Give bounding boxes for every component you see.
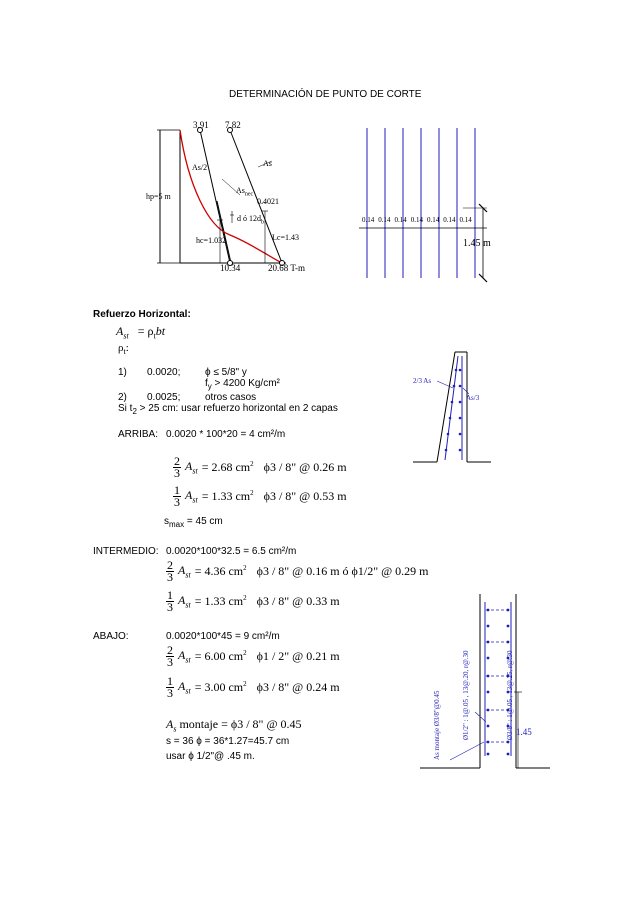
as-nec-label: $As_{nec}$ (236, 186, 254, 198)
hc-label: hc=1.032 (196, 236, 227, 245)
development-length-label: d ó $12d_b$ (237, 214, 264, 226)
fy-condition: $f_y > 4200$ Kg/cm² (205, 378, 280, 391)
ast-formula: $A_{st} = \rho_tbt$ (116, 324, 166, 341)
one-third-as-label: As/3 (466, 394, 480, 402)
moment-value-bottom-right: 20.68 T-m (268, 263, 306, 273)
smax-line: $s_{max} = 45$ cm (164, 516, 223, 529)
arriba-eq-2: $\frac{1}{3}$ $A_{st}$ = 1.33 $cm^2$ ϕ3 / 8" @ 0.53 m (174, 483, 347, 509)
montaje-formula: $A_s$ montaje = ϕ3 / 8" @ 0.45 (166, 717, 302, 734)
as-half-label: As/2 (192, 163, 208, 172)
abajo-calc: 0.0020*100*45 = 9 cm²/m (166, 631, 280, 642)
spacing-label: 0.14 (459, 216, 472, 224)
lc-label: Lc=1.43 (272, 233, 299, 242)
intermedio-eq-2: $\frac{1}{3}$ $A_{st}$ = 1.33 $cm^2$ ϕ3 / 8" @ 0.33 m (167, 588, 340, 614)
moment-value-top-right: 7.82 (225, 120, 241, 130)
s-36phi-line: s = 36 ϕ = 36*1.27=45.7 cm (166, 736, 290, 747)
hp-label: hp=5 m (146, 192, 171, 201)
bar-cutoff-diagram (355, 128, 505, 288)
two-thirds-as-label: 2/3 As (413, 377, 432, 385)
two-layers-note: Si $t_2 > 25$ cm: usar refuerzo horizontal en 2 capas (118, 403, 338, 416)
case-1-number: 1) (118, 367, 127, 378)
wall-section-diagram (395, 348, 505, 468)
height-label: 1.45 m (463, 238, 491, 249)
case-1-value: 0.0020; (147, 367, 181, 378)
intermedio-label: INTERMEDIO: (93, 546, 159, 557)
value-04021: 0.4021 (257, 197, 279, 206)
spacing-label: 0.14 (378, 216, 391, 224)
arriba-calc: 0.0020 * 100*20 = 4 cm²/m (166, 429, 286, 440)
abajo-eq-2: $\frac{1}{3}$ $A_{st}$ = 3.00 $cm^2$ ϕ3 / 8" @ 0.24 m (167, 674, 340, 700)
case-2-value: 0.0025; (147, 392, 181, 403)
moment-value-top-left: 3.91 (193, 120, 209, 130)
page-title: DETERMINACIÓN DE PUNTO DE CORTE (229, 89, 422, 100)
rho-label: $\rho_t$: (118, 342, 129, 357)
case-1-condition: ϕ ≤ 5/8" y (205, 367, 247, 378)
spacing-label: 0.14 (394, 216, 407, 224)
three-eighths-bar-label: Ø3/8" : 1@.05 , 13@.25, r@.30 (506, 650, 514, 740)
usar-line: usar ϕ 1/2"@ .45 m. (166, 751, 255, 762)
half-inch-bar-label: Ø1/2" : 1@.05 , 13@.20, r@.30 (462, 650, 470, 740)
section-title: Refuerzo Horizontal: (93, 309, 191, 320)
intermedio-eq-1: $\frac{2}{3}$ $A_{st}$ = 4.36 $cm^2$ ϕ3 / 8" @ 0.16 m ó ϕ1/2" @ 0.29 m (167, 558, 429, 584)
case-2-condition: otros casos (205, 392, 257, 403)
as-label: As (263, 159, 272, 168)
montaje-bar-label: As montaje Ø3/8"@0.45 (433, 690, 441, 760)
spacing-label: 0.14 (362, 216, 375, 224)
abajo-label: ABAJO: (93, 631, 129, 642)
spacing-label: 0.14 (443, 216, 456, 224)
spacing-label: 0.14 (427, 216, 440, 224)
case-2-number: 2) (118, 392, 127, 403)
abajo-eq-1: $\frac{2}{3}$ $A_{st}$ = 6.00 $cm^2$ ϕ1 / 2" @ 0.21 m (167, 643, 340, 669)
arriba-label: ARRIBA: (118, 429, 159, 440)
bar-spacing-row (362, 216, 472, 224)
moment-value-bottom-left: 10.34 (220, 263, 241, 273)
intermedio-calc: 0.0020*100*32.5 = 6.5 cm²/m (166, 546, 297, 557)
spacing-label: 0.14 (410, 216, 423, 224)
arriba-eq-1: $\frac{2}{3}$ $A_{st}$ = 2.68 $cm^2$ ϕ3 / 8" @ 0.26 m (174, 454, 347, 480)
base-height-label: 1.45 (516, 727, 532, 737)
